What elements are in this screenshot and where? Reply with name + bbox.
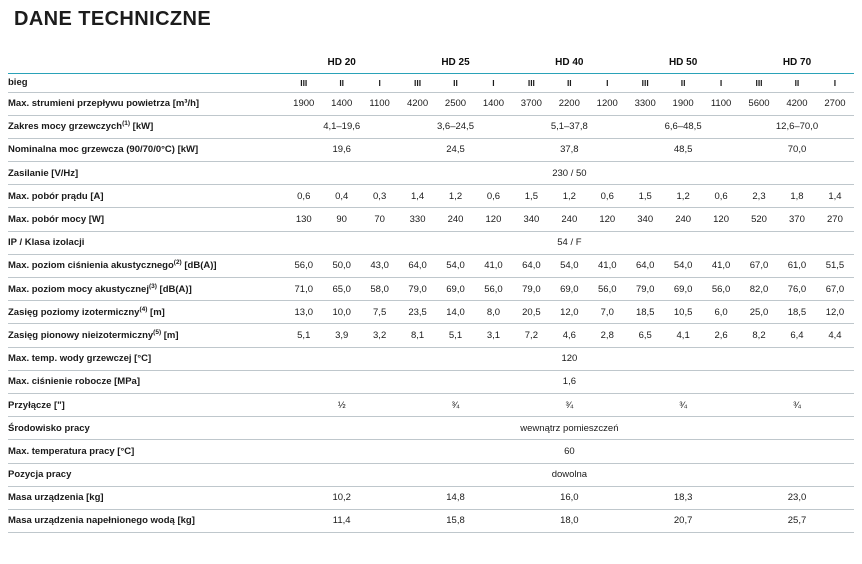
row-label (8, 231, 285, 254)
value-cell: 54 / F (285, 231, 854, 254)
table-row (8, 370, 854, 393)
group-header-hd-20: HD 20 (285, 52, 399, 73)
row-label (8, 463, 285, 486)
speed-header-cell: I (378, 77, 381, 88)
table-row (8, 278, 854, 301)
value-cell: 79,0 (512, 278, 550, 301)
value-cell: 3,6–24,5 (399, 115, 513, 138)
table-body (8, 92, 854, 533)
value-cell: 56,0 (702, 278, 740, 301)
value-cell: 1,6 (285, 370, 854, 393)
row-label-text: Max. poziom mocy akustycznej (8, 283, 149, 295)
value-cell: 19,6 (285, 138, 399, 161)
table-row (8, 162, 854, 185)
value-cell: 3,1 (474, 324, 512, 347)
speed-header-cell: II (680, 77, 686, 88)
value-cell: 2,6 (702, 324, 740, 347)
group-header-row (8, 52, 854, 73)
row-label-text: Masa urządzenia napełnionego wodą [kg] (8, 515, 195, 527)
value-cell: 240 (664, 208, 702, 231)
value-cell: 3,9 (323, 324, 361, 347)
row-label (8, 440, 285, 463)
value-cell: 340 (626, 208, 664, 231)
table-bottom-rule (8, 533, 854, 534)
row-label-text: Masa urządzenia [kg] (8, 492, 104, 504)
value-cell: 0,6 (474, 185, 512, 208)
table-row (8, 92, 854, 115)
value-cell: 1200 (588, 92, 626, 115)
row-label-text: Max. temperatura pracy [°C] (8, 445, 135, 457)
value-cell: 8,1 (399, 324, 437, 347)
row-label (8, 138, 285, 161)
table-row (8, 440, 854, 463)
value-cell: 20,5 (512, 301, 550, 324)
technical-data-table (8, 52, 854, 533)
value-cell: 64,0 (512, 254, 550, 277)
value-cell: 82,0 (740, 278, 778, 301)
value-cell: 11,4 (285, 509, 399, 532)
row-label-unit: [m] (161, 329, 179, 341)
row-label (8, 486, 285, 509)
page-title: DANE TECHNICZNE (14, 8, 212, 30)
value-cell: 65,0 (323, 278, 361, 301)
value-cell: 4,4 (816, 324, 854, 347)
value-cell: 37,8 (512, 138, 626, 161)
speed-header-cell: II (566, 77, 572, 88)
value-cell: 120 (588, 208, 626, 231)
row-label-text: IP / Klasa izolacji (8, 237, 85, 249)
value-cell: 10,0 (323, 301, 361, 324)
table-row (8, 115, 854, 138)
group-header-spacer (8, 52, 285, 73)
table-row (8, 254, 854, 277)
value-cell: 54,0 (664, 254, 702, 277)
value-cell: 70,0 (740, 138, 854, 161)
speed-header-row (8, 73, 854, 92)
row-label-unit: [dB(A)] (181, 260, 217, 272)
value-cell: 0,6 (588, 185, 626, 208)
speed-header-cell: III (527, 77, 535, 88)
value-cell: ½ (285, 393, 399, 416)
value-cell: 3,2 (361, 324, 399, 347)
row-label-text: Środowisko pracy (8, 422, 90, 434)
value-cell: 230 / 50 (285, 162, 854, 185)
value-cell: 56,0 (588, 278, 626, 301)
value-cell: 20,7 (626, 509, 740, 532)
value-cell: 18,3 (626, 486, 740, 509)
value-cell: 41,0 (702, 254, 740, 277)
value-cell: 79,0 (399, 278, 437, 301)
value-cell: 8,0 (474, 301, 512, 324)
row-label-unit: [m] (147, 306, 165, 318)
value-cell: 8,2 (740, 324, 778, 347)
value-cell: 130 (285, 208, 323, 231)
value-cell: 48,5 (626, 138, 740, 161)
table-row (8, 301, 854, 324)
row-label-text: Nominalna moc grzewcza (90/70/0°C) [kW] (8, 144, 199, 156)
value-cell: 240 (437, 208, 475, 231)
value-cell: 18,5 (778, 301, 816, 324)
value-cell: 240 (550, 208, 588, 231)
value-cell: 5,1–37,8 (512, 115, 626, 138)
value-cell: 18,5 (626, 301, 664, 324)
table-row (8, 208, 854, 231)
value-cell: 1400 (474, 92, 512, 115)
value-cell: 1900 (664, 92, 702, 115)
value-cell: 25,7 (740, 509, 854, 532)
value-cell: 16,0 (512, 486, 626, 509)
table-row (8, 463, 854, 486)
value-cell: 0,4 (323, 185, 361, 208)
row-label (8, 324, 285, 347)
group-header-hd-50: HD 50 (626, 52, 740, 73)
value-cell: 54,0 (437, 254, 475, 277)
row-label-unit: [kW] (130, 121, 154, 133)
value-cell: 6,0 (702, 301, 740, 324)
row-label (8, 185, 285, 208)
row-label-text: Max. pobór mocy [W] (8, 214, 105, 226)
value-cell: 71,0 (285, 278, 323, 301)
value-cell: 370 (778, 208, 816, 231)
value-cell: 13,0 (285, 301, 323, 324)
row-label-unit: [dB(A)] (156, 283, 192, 295)
row-label-text: Max. temp. wody grzewczej [°C] (8, 353, 152, 365)
speed-header-cell: I (606, 77, 609, 88)
table-row (8, 324, 854, 347)
value-cell: 56,0 (285, 254, 323, 277)
value-cell: 6,5 (626, 324, 664, 347)
table-row (8, 138, 854, 161)
value-cell: 2,8 (588, 324, 626, 347)
value-cell: 69,0 (550, 278, 588, 301)
value-cell: 12,0 (550, 301, 588, 324)
speed-header-cell: III (414, 77, 422, 88)
value-cell: 23,5 (399, 301, 437, 324)
row-label (8, 301, 285, 324)
value-cell: 18,0 (512, 509, 626, 532)
value-cell: 2700 (816, 92, 854, 115)
value-cell: 5600 (740, 92, 778, 115)
speed-header-cell: III (755, 77, 763, 88)
value-cell: dowolna (285, 463, 854, 486)
value-cell: 120 (285, 347, 854, 370)
row-label (8, 347, 285, 370)
value-cell: 79,0 (626, 278, 664, 301)
value-cell: 6,4 (778, 324, 816, 347)
value-cell: ¾ (626, 393, 740, 416)
row-label (8, 208, 285, 231)
value-cell: 76,0 (778, 278, 816, 301)
value-cell: 43,0 (361, 254, 399, 277)
value-cell: 10,5 (664, 301, 702, 324)
row-label-footnote: (4) (139, 305, 148, 313)
value-cell: 4,1 (664, 324, 702, 347)
speed-header-cell: I (833, 77, 837, 88)
value-cell: 1,8 (778, 185, 816, 208)
value-cell: 12,0 (816, 301, 854, 324)
value-cell: 14,8 (399, 486, 513, 509)
group-header-hd-25: HD 25 (399, 52, 513, 73)
value-cell: 330 (399, 208, 437, 231)
value-cell: ¾ (512, 393, 626, 416)
value-cell: 54,0 (550, 254, 588, 277)
row-label-text: Max. ciśnienie robocze [MPa] (8, 376, 140, 388)
value-cell: 3300 (626, 92, 664, 115)
value-cell: 4200 (399, 92, 437, 115)
value-cell: 90 (323, 208, 361, 231)
value-cell: 120 (702, 208, 740, 231)
table-row (8, 231, 854, 254)
value-cell: 1,2 (550, 185, 588, 208)
value-cell: 1,5 (626, 185, 664, 208)
value-cell: 56,0 (474, 278, 512, 301)
value-cell: 1100 (702, 92, 740, 115)
value-cell: 5,1 (437, 324, 475, 347)
value-cell: 7,5 (361, 301, 399, 324)
value-cell: 6,6–48,5 (626, 115, 740, 138)
value-cell: 67,0 (816, 278, 854, 301)
value-cell: 41,0 (588, 254, 626, 277)
row-label (8, 509, 285, 532)
value-cell: 58,0 (361, 278, 399, 301)
value-cell: 50,0 (323, 254, 361, 277)
speed-header-cell: II (794, 77, 800, 88)
value-cell: 25,0 (740, 301, 778, 324)
value-cell: 7,2 (512, 324, 550, 347)
value-cell: 70 (361, 208, 399, 231)
value-cell: 0,6 (702, 185, 740, 208)
row-label-text: Zasięg pionowy nieizotermiczny (8, 329, 154, 341)
value-cell: 10,2 (285, 486, 399, 509)
value-cell: 4,1–19,6 (285, 115, 399, 138)
row-label (8, 162, 285, 185)
value-cell: ¾ (740, 393, 854, 416)
row-label-footnote: (1) (122, 120, 131, 128)
value-cell: 69,0 (664, 278, 702, 301)
value-cell: 4200 (778, 92, 816, 115)
value-cell: 41,0 (474, 254, 512, 277)
value-cell: 69,0 (437, 278, 475, 301)
value-cell: 1,4 (816, 185, 854, 208)
value-cell: 270 (816, 208, 854, 231)
speed-header-cell: III (641, 77, 649, 88)
speed-header-cell: I (719, 77, 723, 88)
row-label-text: Zasięg poziomy izotermiczny (8, 306, 140, 318)
row-label-text: Max. strumieni przepływu powietrza [m³/h] (8, 98, 200, 110)
value-cell: 0,3 (361, 185, 399, 208)
value-cell: 1100 (361, 92, 399, 115)
value-cell: 14,0 (437, 301, 475, 324)
bottom-rule-cell (8, 533, 854, 534)
table-row (8, 393, 854, 416)
value-cell: 1,2 (664, 185, 702, 208)
row-label (8, 278, 285, 301)
value-cell: 2200 (550, 92, 588, 115)
table-row (8, 417, 854, 440)
speed-header-cell: II (453, 77, 458, 88)
value-cell: 64,0 (626, 254, 664, 277)
value-cell: 67,0 (740, 254, 778, 277)
row-label (8, 417, 285, 440)
value-cell: 12,6–70,0 (740, 115, 854, 138)
row-label-footnote: (5) (153, 328, 162, 336)
value-cell: 1900 (285, 92, 323, 115)
row-label (8, 254, 285, 277)
value-cell: 61,0 (778, 254, 816, 277)
value-cell: 4,6 (550, 324, 588, 347)
row-label (8, 92, 285, 115)
row-label-text: Zakres mocy grzewczych (8, 121, 123, 133)
value-cell: 3700 (512, 92, 550, 115)
value-cell: 23,0 (740, 486, 854, 509)
value-cell: 520 (740, 208, 778, 231)
value-cell: 120 (474, 208, 512, 231)
speed-header-cell: II (339, 77, 345, 88)
row-label (8, 370, 285, 393)
row-label-footnote: (3) (148, 282, 157, 290)
value-cell: 64,0 (399, 254, 437, 277)
value-cell: 24,5 (399, 138, 513, 161)
table-row (8, 486, 854, 509)
table-row (8, 347, 854, 370)
value-cell: 5,1 (285, 324, 323, 347)
value-cell: 51,5 (816, 254, 854, 277)
value-cell: 1,2 (437, 185, 475, 208)
row-label-text: Zasilanie [V/Hz] (8, 167, 79, 179)
value-cell: 1,5 (512, 185, 550, 208)
group-header-hd-70: HD 70 (740, 52, 854, 73)
group-header-hd-40: HD 40 (512, 52, 626, 73)
table-head (8, 52, 854, 92)
speed-header-label: bieg (8, 77, 28, 88)
row-label-text: Przyłącze ["] (8, 399, 65, 411)
row-label-text: Max. pobór prądu [A] (8, 190, 104, 202)
value-cell: 15,8 (399, 509, 513, 532)
value-cell: ¾ (399, 393, 513, 416)
value-cell: 1400 (323, 92, 361, 115)
row-label (8, 393, 285, 416)
row-label-text: Pozycja pracy (8, 469, 72, 481)
speed-header-cell: III (300, 77, 308, 88)
value-cell: wewnątrz pomieszczeń (285, 417, 854, 440)
table-row (8, 509, 854, 532)
value-cell: 7,0 (588, 301, 626, 324)
row-label (8, 115, 285, 138)
table-row (8, 185, 854, 208)
value-cell: 60 (285, 440, 854, 463)
value-cell: 1,4 (399, 185, 437, 208)
value-cell: 2500 (437, 92, 475, 115)
value-cell: 2,3 (740, 185, 778, 208)
row-label-footnote: (2) (173, 259, 182, 267)
row-label-text: Max. poziom ciśnienia akustycznego (8, 260, 174, 272)
value-cell: 0,6 (285, 185, 323, 208)
value-cell: 340 (512, 208, 550, 231)
speed-header-cell: I (492, 77, 495, 88)
